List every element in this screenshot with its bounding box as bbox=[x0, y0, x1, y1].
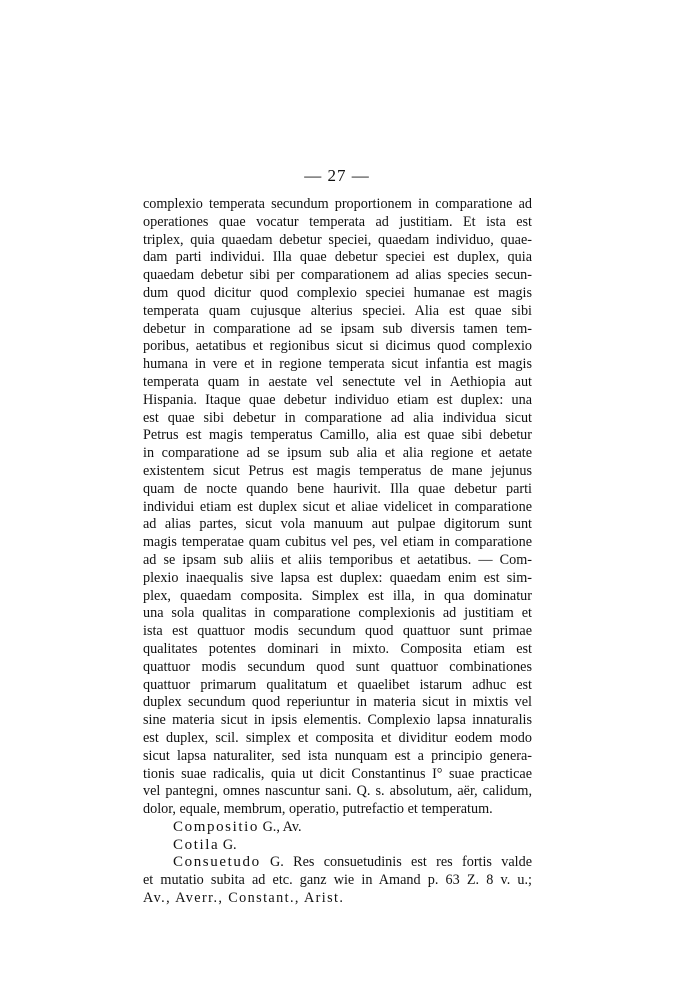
text-line: ad se ipsam sub aliis et aliis temporibus et aetatibus. — Com- bbox=[143, 551, 532, 568]
text-line: plex, quaedam composita. Simplex est illa, in qua dominatur bbox=[143, 587, 532, 604]
entry-lemma: Cotila bbox=[173, 836, 220, 853]
text-line: temperata quam in aestate vel senectute vel in Aethiopia aut bbox=[143, 373, 532, 390]
text-line: sicut lapsa naturaliter, sed ista nunquam est a principio genera- bbox=[143, 747, 532, 764]
text-line: individui etiam est duplex sicut et aliae videlicet in comparatione bbox=[143, 498, 532, 515]
text-line: est quae sibi debetur in comparatione ad alia individua sicut bbox=[143, 409, 532, 426]
entry-text: G. Res consuetudinis est res fortis valde bbox=[260, 854, 532, 871]
text-line: ista est quattuor modis secundum quod quattuor sunt primae bbox=[143, 623, 532, 640]
text-line: magis temperatae quam cubitus vel pes, vel etiam in comparatione bbox=[143, 534, 532, 551]
text-line: quattuor modis secundum quod sunt quattuor combinationes bbox=[143, 658, 532, 675]
entry-continuation-line: et mutatio subita ad etc. ganz wie in Amand p. 63 Z. 8 v. u.; bbox=[143, 872, 532, 889]
text-line: duplex secundum quod reperiuntur in materia sicut in mixtis vel bbox=[143, 694, 532, 711]
text-line: plexio inaequalis sive lapsa est duplex: quaedam enim est sim- bbox=[143, 569, 532, 586]
text-line: quam de nocte quando bene haurivit. Illa quae debetur parti bbox=[143, 480, 532, 497]
text-line: poribus, aetatibus et regionibus sicut si dicimus quod complexio bbox=[143, 338, 532, 355]
text-line: Hispania. Itaque quae debetur individuo etiam est duplex: una bbox=[143, 391, 532, 408]
text-line: existentem sicut Petrus est magis temperatus de mane jejunus bbox=[143, 462, 532, 479]
entry-lemma: Consuetudo bbox=[173, 854, 261, 871]
text-line: sine materia sicut in ipsis elementis. Complexio lapsa innaturalis bbox=[143, 712, 532, 729]
text-line: in comparatione ad se ipsum sub alia et alia regione et aetate bbox=[143, 445, 532, 462]
text-line: vel pantegni, omnes nascuntur sani. Q. s. absolutum, aër, calidum, bbox=[143, 783, 532, 800]
page-body bbox=[143, 196, 532, 908]
text-line: humana in vere et in regione temperata sicut infantia est magis bbox=[143, 356, 532, 373]
text-line: dam parti individui. Illa quae debetur speciei est duplex, quia bbox=[143, 249, 532, 266]
entry-text: G., Av. bbox=[259, 818, 302, 835]
entry-continuation-line: Av., Averr., Constant., Arist. bbox=[143, 890, 345, 907]
entry-line bbox=[143, 854, 532, 872]
text-line: complexio temperata secundum proportionem in comparatione ad bbox=[143, 196, 532, 212]
text-line: Petrus est magis temperatus Camillo, alia est quae sibi debetur bbox=[143, 427, 532, 444]
text-line: dolor, equale, membrum, operatio, putrefactio et temperatum. bbox=[143, 801, 493, 818]
text-line: quaedam debetur sibi per comparationem ad alias species secun- bbox=[143, 267, 532, 284]
text-line: una sola qualitas in comparatione complexionis ad justitiam et bbox=[143, 605, 532, 622]
main-paragraph bbox=[143, 196, 532, 819]
text-line: tionis suae radicalis, quia ut dicit Constantinus I° suae practicae bbox=[143, 765, 532, 782]
text-line: operationes quae vocatur temperata ad justitiam. Et ista est bbox=[143, 213, 532, 230]
text-line: temperata quam cujusque alterius speciei. Alia est quae sibi bbox=[143, 302, 532, 319]
text-line: triplex, quia quaedam debetur speciei, quaedam individuo, quae- bbox=[143, 231, 532, 248]
entry-list bbox=[143, 819, 532, 908]
entry-lemma: Compositio bbox=[173, 818, 260, 835]
text-line: qualitates potentes dominari in mixto. Composita etiam est bbox=[143, 640, 532, 657]
text-line: debetur in comparatione ad se ipsam sub diversis tamen tem- bbox=[143, 320, 532, 337]
text-line: dum quod dicitur quod complexio speciei humanae est magis bbox=[143, 284, 532, 301]
page-number: — 27 — bbox=[304, 166, 370, 185]
text-line: ad alias partes, sicut vola manuum aut pulpae digitorum sunt bbox=[143, 516, 532, 533]
text-line: quattuor primarum qualitatum et quaelibet istarum adhuc est bbox=[143, 676, 532, 693]
entry-line bbox=[143, 837, 532, 855]
entry-text: G. bbox=[219, 836, 237, 853]
text-line: est duplex, scil. simplex et composita et dividitur eodem modo bbox=[143, 729, 532, 746]
entry-line bbox=[143, 819, 532, 837]
